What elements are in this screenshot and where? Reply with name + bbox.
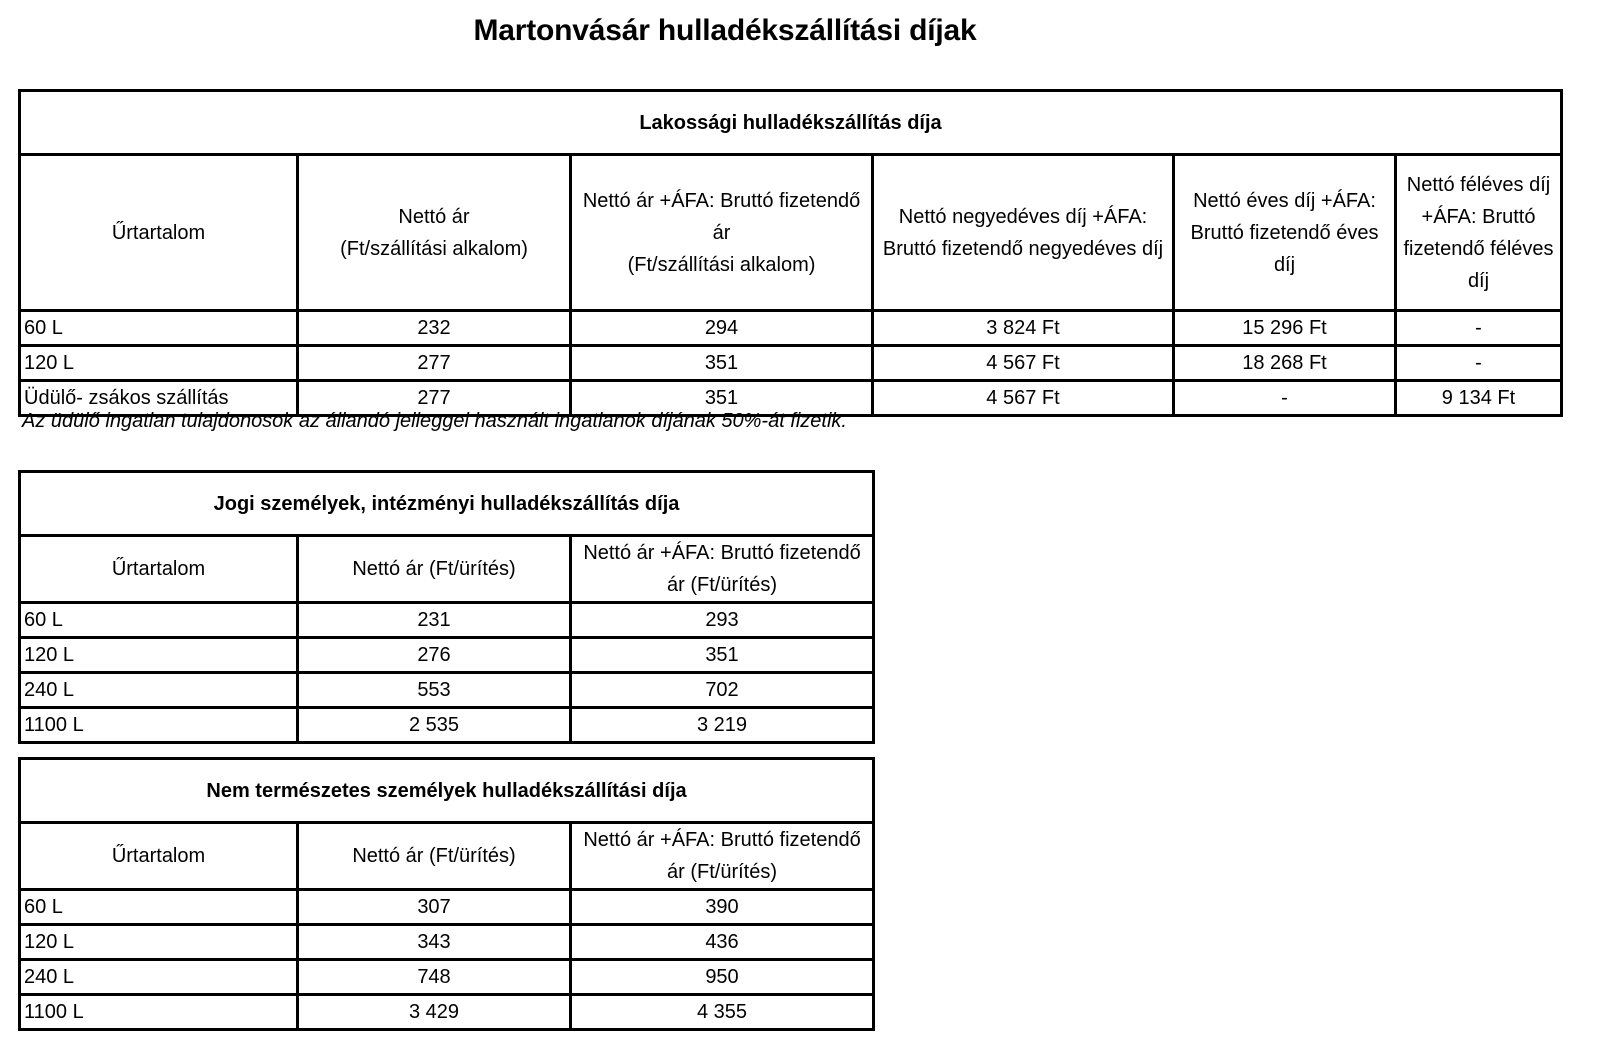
column-header: Nettó ár (Ft/ürítés) — [298, 823, 571, 890]
cell: 307 — [298, 890, 571, 925]
cell: 4 567 Ft — [873, 346, 1174, 381]
cell: 293 — [571, 603, 874, 638]
cell: 3 824 Ft — [873, 311, 1174, 346]
table-row — [20, 995, 874, 1030]
column-header: Nettó negyedéves díj +ÁFA: Bruttó fizetendő negyedéves díj — [873, 155, 1174, 311]
cell: 351 — [571, 346, 873, 381]
column-header: Nettó éves díj +ÁFA: Bruttó fizetendő éves díj — [1174, 155, 1396, 311]
column-header: Űrtartalom — [20, 155, 298, 311]
column-header: Nettó ár (Ft/ürítés) — [298, 536, 571, 603]
cell: 1100 L — [20, 995, 298, 1030]
cell: 240 L — [20, 960, 298, 995]
column-header: Űrtartalom — [20, 823, 298, 890]
cell: 18 268 Ft — [1174, 346, 1396, 381]
cell: 2 535 — [298, 708, 571, 743]
cell: 120 L — [20, 925, 298, 960]
column-header: Nettó féléves díj +ÁFA: Bruttó fizetendő féléves díj — [1396, 155, 1562, 311]
cell: 294 — [571, 311, 873, 346]
cell: 343 — [298, 925, 571, 960]
table-row — [20, 960, 874, 995]
column-header: Űrtartalom — [20, 536, 298, 603]
cell: 748 — [298, 960, 571, 995]
cell: 4 567 Ft — [873, 381, 1174, 416]
cell: 553 — [298, 673, 571, 708]
table-heading: Jogi személyek, intézményi hulladékszállítás díja — [20, 472, 874, 536]
cell: 351 — [571, 381, 873, 416]
cell: 276 — [298, 638, 571, 673]
page-title: Martonvásár hulladékszállítási díjak — [473, 14, 977, 47]
table-row — [20, 925, 874, 960]
table-heading: Nem természetes személyek hulladékszállítási díja — [20, 759, 874, 823]
cell: 702 — [571, 673, 874, 708]
cell: 436 — [571, 925, 874, 960]
cell: 240 L — [20, 673, 298, 708]
column-header: Nettó ár +ÁFA: Bruttó fizetendő ár (Ft/ürítés) — [571, 823, 874, 890]
table-row — [20, 638, 874, 673]
table-row — [20, 708, 874, 743]
cell: 277 — [298, 381, 571, 416]
cell: 950 — [571, 960, 874, 995]
legal-entity-fee-table — [18, 470, 875, 744]
cell: 15 296 Ft — [1174, 311, 1396, 346]
table-heading: Lakossági hulladékszállítás díja — [20, 91, 1562, 155]
cell: 351 — [571, 638, 874, 673]
cell: 60 L — [20, 311, 298, 346]
table-row — [20, 311, 1562, 346]
cell: 232 — [298, 311, 571, 346]
cell: 120 L — [20, 638, 298, 673]
cell: 60 L — [20, 890, 298, 925]
cell: Üdülő- zsákos szállítás — [20, 381, 298, 416]
table-row — [20, 673, 874, 708]
table-row — [20, 890, 874, 925]
column-header: Nettó ár +ÁFA: Bruttó fizetendő ár (Ft/ürítés) — [571, 536, 874, 603]
cell: 3 219 — [571, 708, 874, 743]
cell: 3 429 — [298, 995, 571, 1030]
cell: 120 L — [20, 346, 298, 381]
cell: 390 — [571, 890, 874, 925]
footnote: Az üdülő ingatlan tulajdonosok az állandó jelleggel használt ingatlanok díjának 50%-át fizetik. — [22, 410, 847, 432]
cell: - — [1174, 381, 1396, 416]
non-natural-person-fee-table — [18, 757, 875, 1031]
cell: - — [1396, 311, 1562, 346]
table-row — [20, 603, 874, 638]
cell: - — [1396, 346, 1562, 381]
cell: 231 — [298, 603, 571, 638]
cell: 277 — [298, 346, 571, 381]
residential-fee-table — [18, 89, 1563, 417]
cell: 60 L — [20, 603, 298, 638]
cell: 9 134 Ft — [1396, 381, 1562, 416]
column-header: Nettó ár +ÁFA: Bruttó fizetendő ár (Ft/szállítási alkalom) — [571, 155, 873, 311]
column-header: Nettó ár (Ft/szállítási alkalom) — [298, 155, 571, 311]
table-row — [20, 346, 1562, 381]
cell: 1100 L — [20, 708, 298, 743]
cell: 4 355 — [571, 995, 874, 1030]
